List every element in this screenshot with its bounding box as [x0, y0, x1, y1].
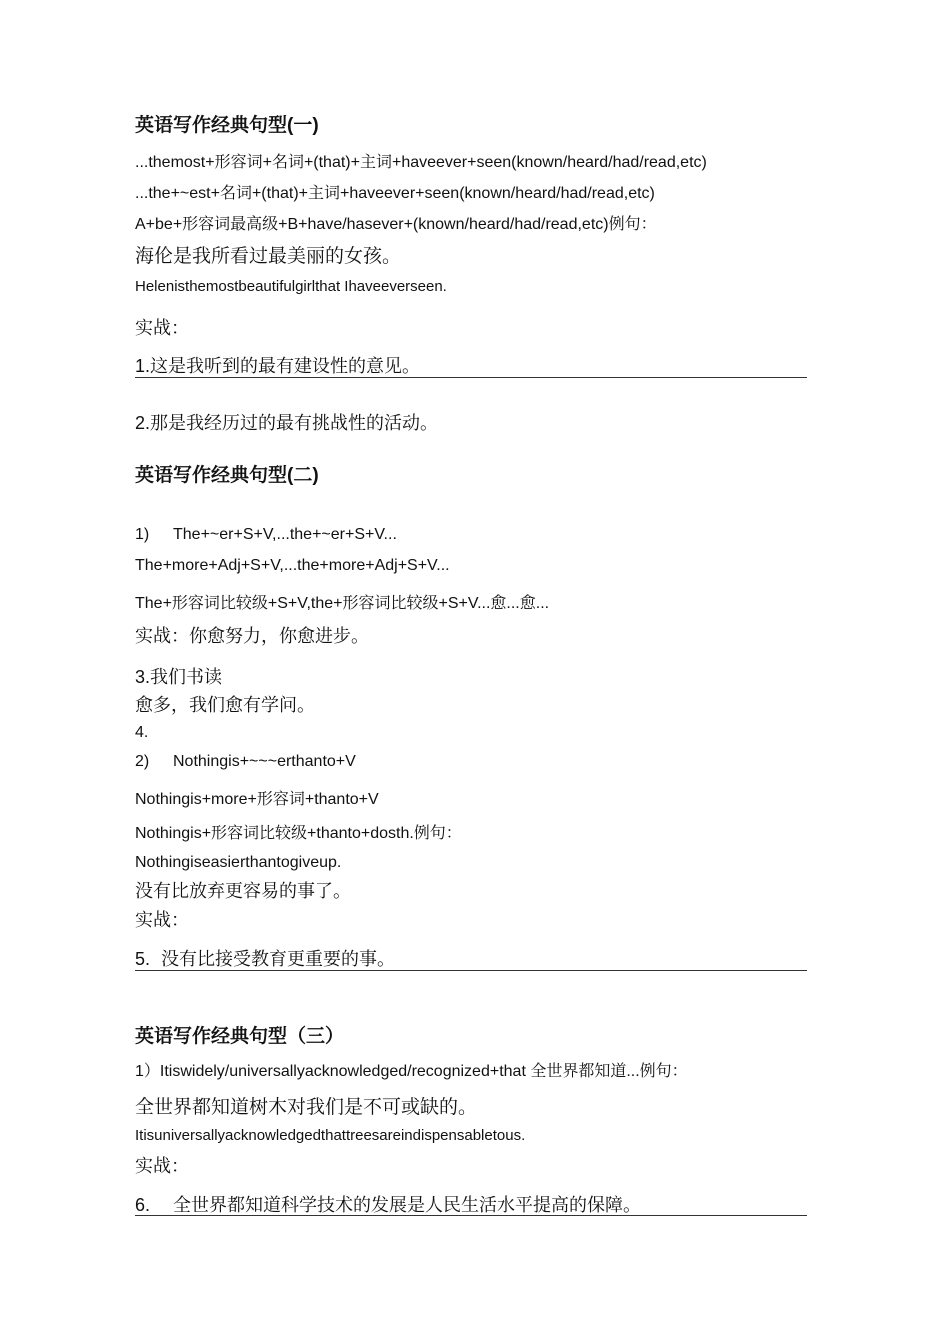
- practice-label: 实战：: [135, 1156, 189, 1176]
- question-text: 全世界都知道科学技术的发展是人民生活水平提高的保障。: [173, 1195, 641, 1215]
- answer-line: [135, 377, 807, 378]
- example-chinese: 没有比放弃更容易的事了。: [135, 881, 351, 901]
- comparative-item-2: [135, 753, 356, 771]
- item-number: 2): [135, 753, 150, 770]
- question-number: 6.: [135, 1195, 151, 1215]
- nothing-pattern-more: Nothingis+more+形容词+thanto+V: [135, 791, 379, 808]
- nothing-pattern-compare: Nothingis+形容词比较级+thanto+dosth.例句：: [135, 825, 462, 842]
- example-english: Helenisthemostbeautifulgirlthat Ihaveeverseen.: [135, 278, 447, 295]
- question-number: 5.: [135, 949, 151, 969]
- section2-heading: 英语写作经典句型(二): [135, 465, 319, 486]
- comparative-item-1: [135, 526, 397, 544]
- question-text: 没有比接受教育更重要的事。: [161, 949, 395, 969]
- practice-comparative: 实战：你愈努力，你愈进步。: [135, 626, 369, 646]
- superlative-pattern-1: ...themost+形容词+名词+(that)+主词+haveever+seen(known/heard/had/read,etc): [135, 154, 707, 171]
- practice-question-2: 2.那是我经历过的最有挑战性的活动。: [135, 413, 439, 433]
- item-number: 1): [135, 526, 150, 543]
- superlative-pattern-2: ...the+~est+名词+(that)+主词+haveever+seen(known/heard/had/read,etc): [135, 185, 655, 202]
- practice-label: 实战：: [135, 910, 189, 930]
- superlative-pattern-3: A+be+形容词最高级+B+have/hasever+(known/heard/had/read,etc)例句：: [135, 216, 657, 233]
- practice-label: 实战：: [135, 318, 189, 338]
- item-pattern: Nothingis+~~~erthanto+V: [173, 753, 356, 770]
- example-english: Itisuniversallyacknowledgedthattreesareindispensabletous.: [135, 1127, 526, 1144]
- practice-question-6: [135, 1191, 641, 1217]
- example-chinese: 海伦是我所看过最美丽的女孩。: [135, 246, 402, 267]
- practice-question-4: 4.: [135, 724, 149, 741]
- comparative-pattern-more: The+more+Adj+S+V,...the+more+Adj+S+V...: [135, 557, 450, 574]
- section3-heading: 英语写作经典句型（三）: [135, 1026, 345, 1047]
- practice-question-5: [135, 945, 395, 971]
- practice-question-1: 1.这是我听到的最有建设性的意见。: [135, 356, 421, 376]
- example-english: Nothingiseasierthantogiveup.: [135, 854, 342, 871]
- answer-line: [135, 1215, 807, 1216]
- acknowledged-pattern: 1）Itiswidely/universallyacknowledged/recognized+that 全世界都知道...例句：: [135, 1063, 688, 1080]
- section1-heading: 英语写作经典句型(一): [135, 115, 319, 136]
- example-chinese: 全世界都知道树木对我们是不可或缺的。: [135, 1097, 478, 1118]
- practice-question-3a: 3.我们书读: [135, 667, 223, 687]
- answer-line: [135, 970, 807, 971]
- item-pattern: The+~er+S+V,...the+~er+S+V...: [173, 526, 397, 543]
- practice-question-3b: 愈多，我们愈有学问。: [135, 695, 315, 715]
- comparative-pattern-compare: The+形容词比较级+S+V,the+形容词比较级+S+V...愈...愈...: [135, 595, 550, 612]
